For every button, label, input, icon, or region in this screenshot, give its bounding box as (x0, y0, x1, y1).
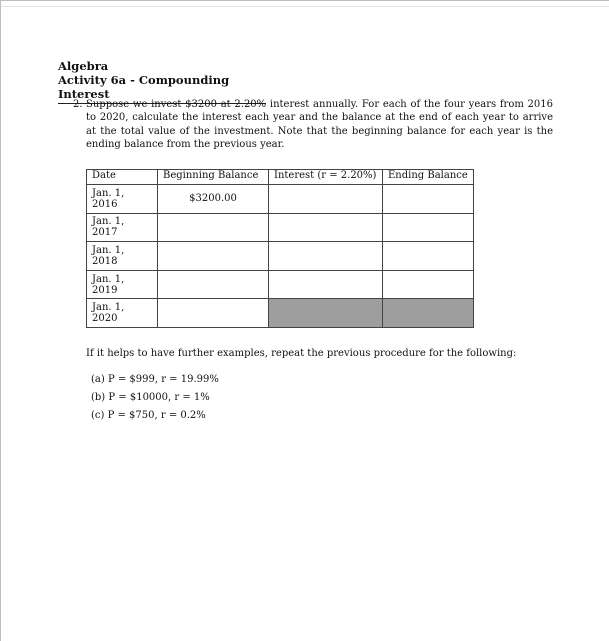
table-row (87, 185, 474, 214)
followup-text: If it helps to have further examples, repeat the previous procedure for the following: (86, 348, 517, 359)
table-row (87, 270, 474, 299)
header-beginning-balance: Beginning Balance (158, 170, 269, 185)
date-cell: Jan. 1, 2016 (87, 185, 158, 214)
date-cell: Jan. 1, 2018 (87, 242, 158, 271)
table-header-row (87, 170, 474, 185)
date-cell: Jan. 1, 2019 (87, 270, 158, 299)
top-rule (1, 1, 609, 7)
ending-balance-cell[interactable] (383, 270, 474, 299)
beginning-balance-cell[interactable] (158, 242, 269, 271)
interest-cell[interactable] (269, 270, 383, 299)
table-row (87, 299, 474, 328)
shaded-interest-cell (269, 299, 383, 328)
date-cell: Jan. 1, 2017 (87, 213, 158, 242)
header-interest: Interest (r = 2.20%) (269, 170, 383, 185)
ending-balance-cell[interactable] (383, 185, 474, 214)
activity-title: Activity 6a - Compounding Interest (58, 73, 230, 101)
balance-table (86, 169, 474, 328)
exercise-b: (b) P = $10000, r = 1% (91, 392, 210, 403)
table-row (87, 213, 474, 242)
table-row (87, 242, 474, 271)
problem-number: 2. (73, 99, 83, 110)
exercise-a: (a) P = $999, r = 19.99% (91, 374, 219, 385)
ending-balance-cell[interactable] (383, 213, 474, 242)
interest-cell[interactable] (269, 213, 383, 242)
date-cell: Jan. 1, 2020 (87, 299, 158, 328)
beginning-balance-cell[interactable] (158, 213, 269, 242)
interest-cell[interactable] (269, 185, 383, 214)
ending-balance-cell[interactable] (383, 242, 474, 271)
interest-cell[interactable] (269, 242, 383, 271)
header-date: Date (87, 170, 158, 185)
exercise-c: (c) P = $750, r = 0.2% (91, 410, 206, 421)
exercise-list (91, 371, 219, 425)
subject-title: Algebra (58, 59, 109, 73)
problem-text: Suppose we invest $3200 at 2.20% interest annually. For each of the four years from 2016 to 2020, calculate the interest each year and the balance at the end of each year to arrive at the total value of the investment. Note that the beginning balance for each year is the ending balance from the previous year. (86, 99, 553, 151)
beginning-balance-cell[interactable] (158, 299, 269, 328)
problem-2 (73, 98, 553, 152)
shaded-ending-balance-cell (383, 299, 474, 328)
beginning-balance-cell[interactable] (158, 270, 269, 299)
header-ending-balance: Ending Balance (383, 170, 474, 185)
beginning-balance-cell[interactable]: $3200.00 (158, 185, 269, 214)
